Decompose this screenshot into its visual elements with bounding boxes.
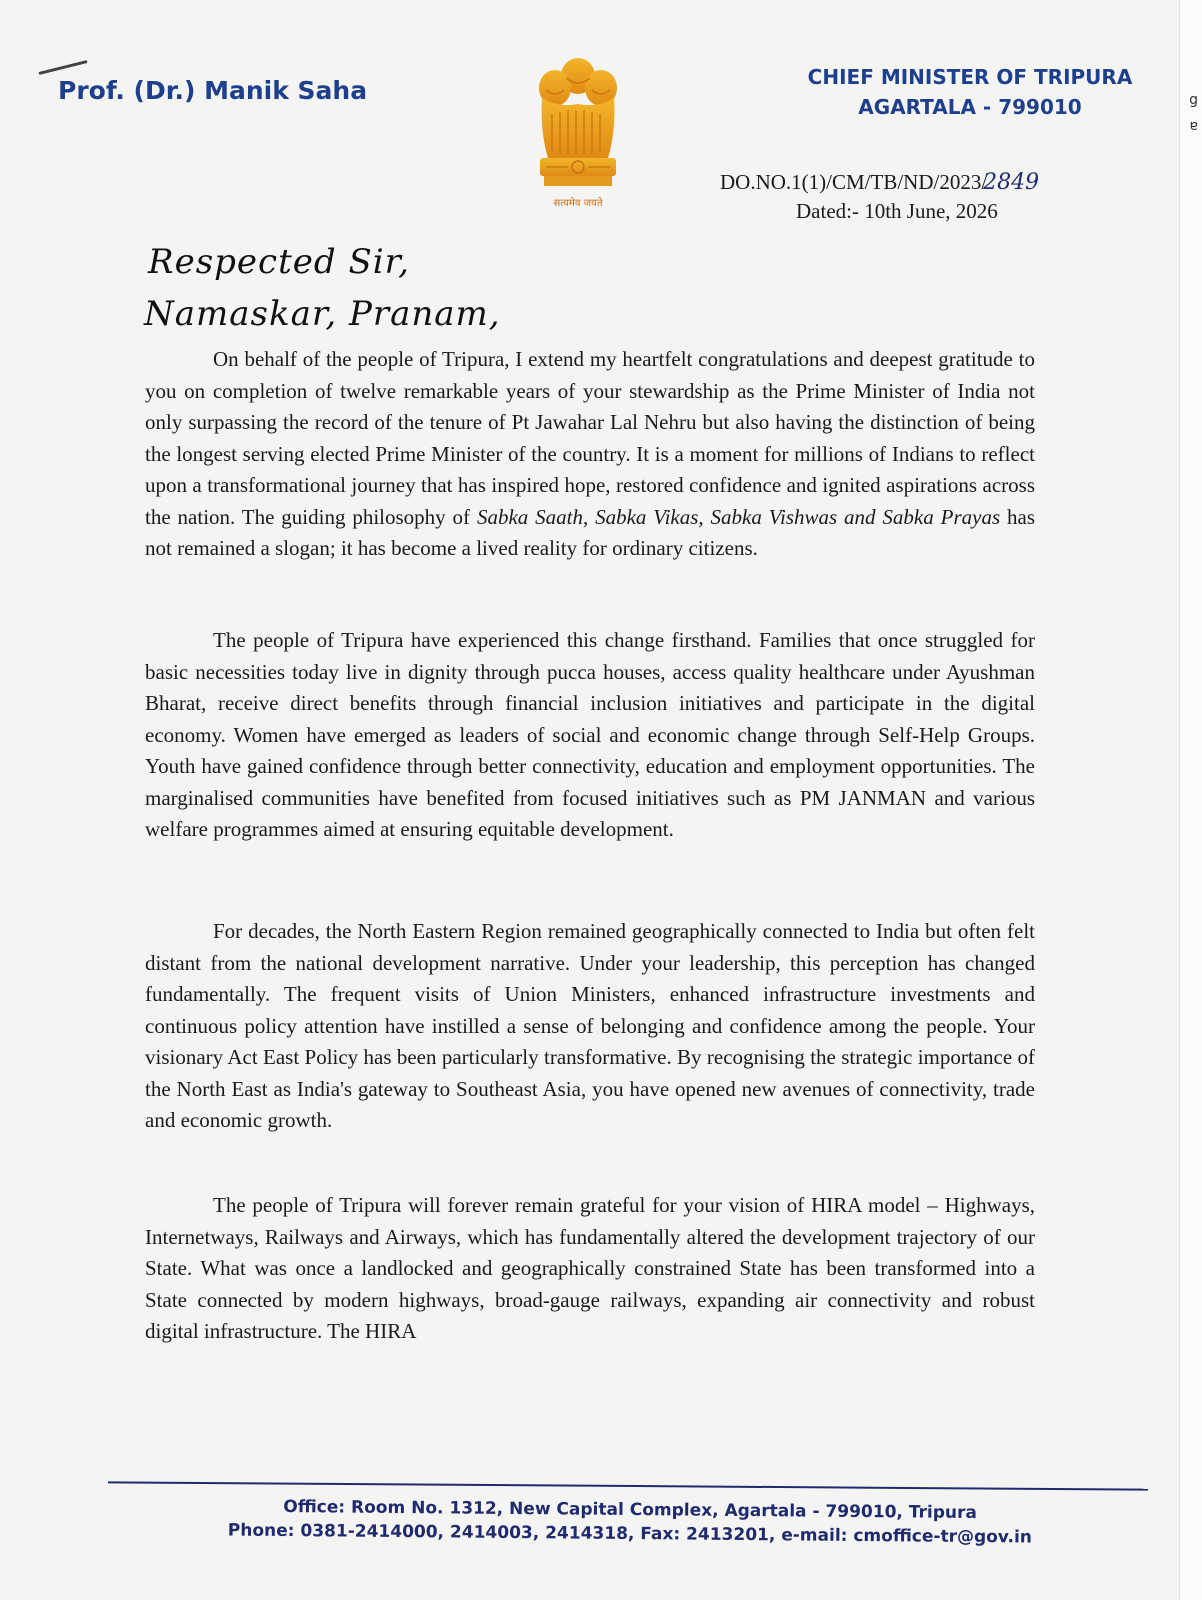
footer-address: [220, 1494, 1040, 1549]
paragraph-2: [145, 625, 1035, 846]
adjacent-page-edge: [1179, 0, 1202, 1600]
edge-mark: ɐ: [1189, 118, 1198, 134]
pen-stroke: [38, 60, 87, 75]
salutation-line-2: Namaskar, Pranam,: [144, 294, 501, 334]
paragraph-1-text: On behalf of the people of Tripura, I extend my heartfelt congratulations and deepest gratitude to you on completion of twelve remarkable years of your stewardship as the Prime Minister of India not only surpassing the record of the tenure of Pt Jawahar Lal Nehru but also having the distinction of being the longest serving elected Prime Minister of the country. It is a moment for millions of Indians to reflect upon a transformational journey that has inspired hope, restored confidence and ignited aspirations across the nation. The guiding philosophy of: [145, 347, 1035, 529]
salutation-line-1: Respected Sir,: [148, 242, 410, 282]
reference-line: [720, 170, 1039, 195]
paragraph-2-text: The people of Tripura have experienced this change firsthand. Families that once struggled for basic necessities today live in dignity through pucca houses, access quality healthcare under Ayushman Bharat, receive direct benefits through financial inclusion initiatives and participate in the digital economy. Women have emerged as leaders of social and economic change through Self-Help Groups. Youth have gained confidence through better connectivity, education and employment opportunities. The marginalised communities have benefited from focused initiatives such as PM JANMAN and various welfare programmes aimed at ensuring equitable development.: [145, 628, 1035, 841]
paragraph-3-text: For decades, the North Eastern Region remained geographically connected to India but often felt distant from the national development narrative. Under your leadership, this perception has changed fundamentally. The frequent visits of Union Ministers, enhanced infrastructure investments and continuous policy attention have instilled a sense of belonging and confidence among the people. Your visionary Act East Policy has been particularly transformative. By recognising the strategic importance of the North East as India's gateway to Southeast Asia, you have opened new avenues of connectivity, trade and economic growth.: [145, 919, 1035, 1132]
sender-name: Prof. (Dr.) Manik Saha: [58, 76, 368, 105]
footer-divider: [108, 1481, 1148, 1490]
footer-office-line: Office: Room No. 1312, New Capital Complex, Agartala - 799010, Tripura: [283, 1496, 977, 1524]
office-block: [790, 62, 1150, 122]
dated-line: Dated:- 10th June, 2026: [796, 199, 998, 223]
office-title: CHIEF MINISTER OF TRIPURA: [807, 65, 1133, 89]
paragraph-1-italic-motto: Sabka Saath, Sabka Vikas, Sabka Vishwas and Sabka Prayas: [476, 504, 1001, 529]
national-emblem-icon: [528, 54, 628, 219]
paragraph-3: [145, 916, 1035, 1137]
emblem-motto: सत्यमेव जयते: [553, 198, 603, 209]
reference-block: [720, 170, 1039, 224]
office-city: AGARTALA - 799010: [858, 95, 1082, 119]
do-number-prefix: DO.NO.1(1)/CM/TB/ND/2023/: [720, 170, 988, 194]
paragraph-1-tail: has not remained a slogan; it has become a lived reality for ordinary citizens.: [145, 504, 1035, 560]
paragraph-4-text: The people of Tripura will forever remain grateful for your vision of HIRA model – Highways, Internetways, Railways and Airways, which has fundamentally altered the development trajectory of our State. What was once a landlocked and geographically constrained State has been transformed into a State connected by modern highways, broad-gauge railways, expanding air connectivity and robust digital infrastructure. The HIRA: [145, 1193, 1035, 1343]
do-number-handwritten: 2849: [983, 170, 1040, 195]
handwritten-salutation: [144, 236, 501, 340]
footer-contact-line: Phone: 0381-2414000, 2414003, 2414318, Fax: 2413201, e-mail: cmoffice-tr@gov.in: [227, 1520, 1033, 1548]
edge-mark: g: [1189, 92, 1198, 108]
paragraph-1: [145, 344, 1035, 565]
paragraph-4: [145, 1190, 1035, 1348]
